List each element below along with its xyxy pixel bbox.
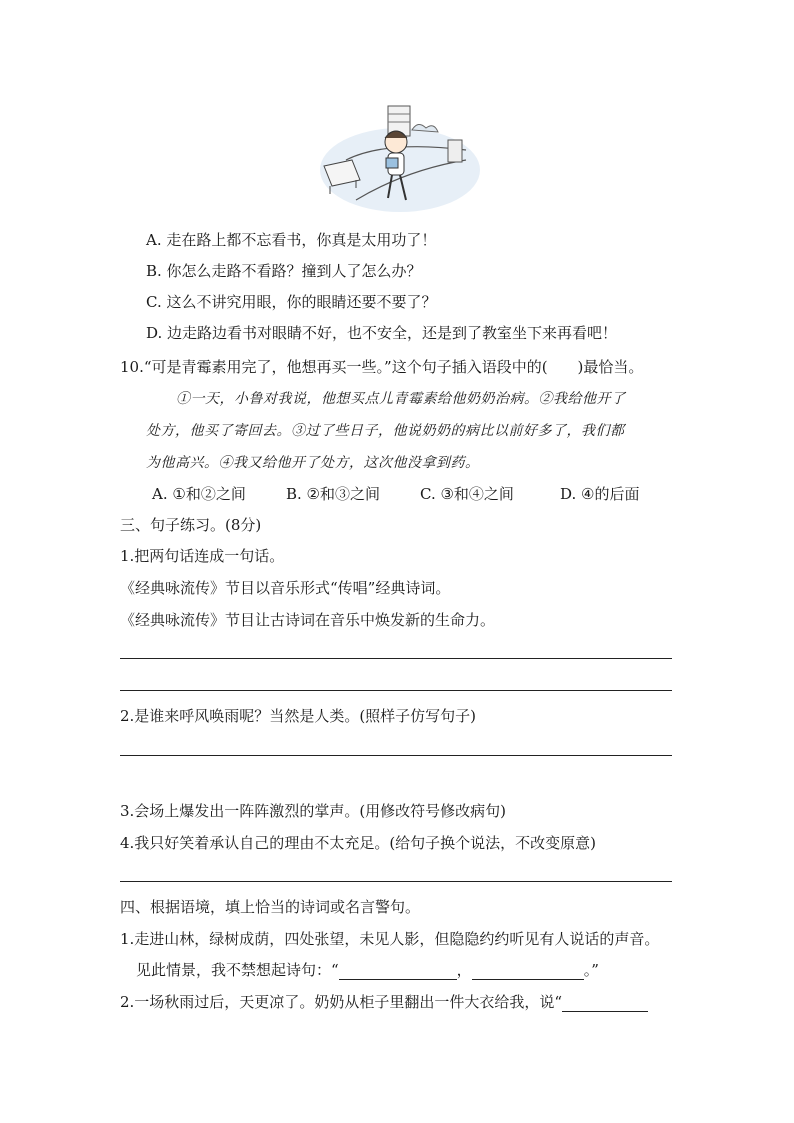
- poem-blank-1[interactable]: [339, 965, 457, 980]
- section4-q1-prompt: 见此情景，我不禁想起诗句：“: [136, 961, 339, 979]
- poem-blank-2[interactable]: [472, 965, 584, 980]
- section3-q1-sentence-1: 《经典咏流传》节目以音乐形式“传唱”经典诗词。: [120, 579, 451, 597]
- q9-option-b: B. 你怎么走路不看路？撞到人了怎么办？: [146, 262, 422, 280]
- section4-q1-end: 。”: [583, 961, 599, 979]
- section4-q1-separator: ，: [456, 961, 472, 979]
- q10-passage-line-2: 处方，他买了寄回去。③过了些日子，他说奶奶的病比以前好多了，我们都: [146, 423, 625, 439]
- section4-heading: 四、根据语境，填上恰当的诗词或名言警句。: [120, 898, 421, 916]
- section4-q1-line-2: [136, 960, 599, 980]
- q10-option-b: B. ②和③之间: [286, 485, 381, 503]
- answer-line[interactable]: [120, 658, 672, 659]
- section4-q2-line: [120, 992, 648, 1012]
- q10-stem: 10.“可是青霉素用完了，他想再买一些。”这个句子插入语段中的( )最恰当。: [120, 358, 644, 376]
- book-icon: [386, 158, 398, 168]
- q9-option-a: A. 走在路上都不忘看书，你真是太用功了！: [146, 231, 437, 249]
- q10-passage-line-1: ①一天，小鲁对我说，他想买点儿青霉素给他奶奶治病。②我给他开了: [176, 391, 626, 407]
- q9-option-d: D. 边走路边看书对眼睛不好，也不安全，还是到了教室坐下来再看吧！: [146, 324, 618, 342]
- section3-q1: 1.把两句话连成一句话。: [120, 547, 285, 565]
- section3-heading: 三、句子练习。(8分): [120, 516, 262, 534]
- boy-reading-walking-illustration: [316, 100, 480, 216]
- answer-line[interactable]: [120, 755, 672, 756]
- q10-option-c: C. ③和④之间: [420, 485, 514, 503]
- q10-passage-line-3: 为他高兴。④我又给他开了处方，这次他没拿到药。: [146, 455, 480, 471]
- section3-q4: 4.我只好笑着承认自己的理由不太充足。(给句子换个说法，不改变原意): [120, 834, 597, 852]
- section3-q1-sentence-2: 《经典咏流传》节目让古诗词在音乐中焕发新的生命力。: [120, 611, 496, 629]
- trash-bin-icon: [448, 140, 462, 162]
- q10-options: [152, 484, 639, 504]
- quote-blank[interactable]: [562, 997, 648, 1012]
- answer-line[interactable]: [120, 881, 672, 882]
- answer-line[interactable]: [120, 690, 672, 691]
- section3-q2: 2.是谁来呼风唤雨呢？当然是人类。(照样子仿写句子): [120, 707, 477, 725]
- section4-q1-line-1: 1.走进山林，绿树成荫，四处张望，未见人影，但隐隐约约听见有人说话的声音。: [120, 930, 660, 948]
- q9-option-c: C. 这么不讲究用眼，你的眼睛还要不要了？: [146, 293, 437, 311]
- q10-option-d: D. ④的后面: [560, 485, 640, 503]
- section4-q2: 2.一场秋雨过后，天更凉了。奶奶从柜子里翻出一件大衣给我，说“: [120, 993, 562, 1011]
- q10-option-a: A. ①和②之间: [152, 485, 246, 503]
- section3-q3: 3.会场上爆发出一阵阵激烈的掌声。(用修改符号修改病句): [120, 802, 507, 820]
